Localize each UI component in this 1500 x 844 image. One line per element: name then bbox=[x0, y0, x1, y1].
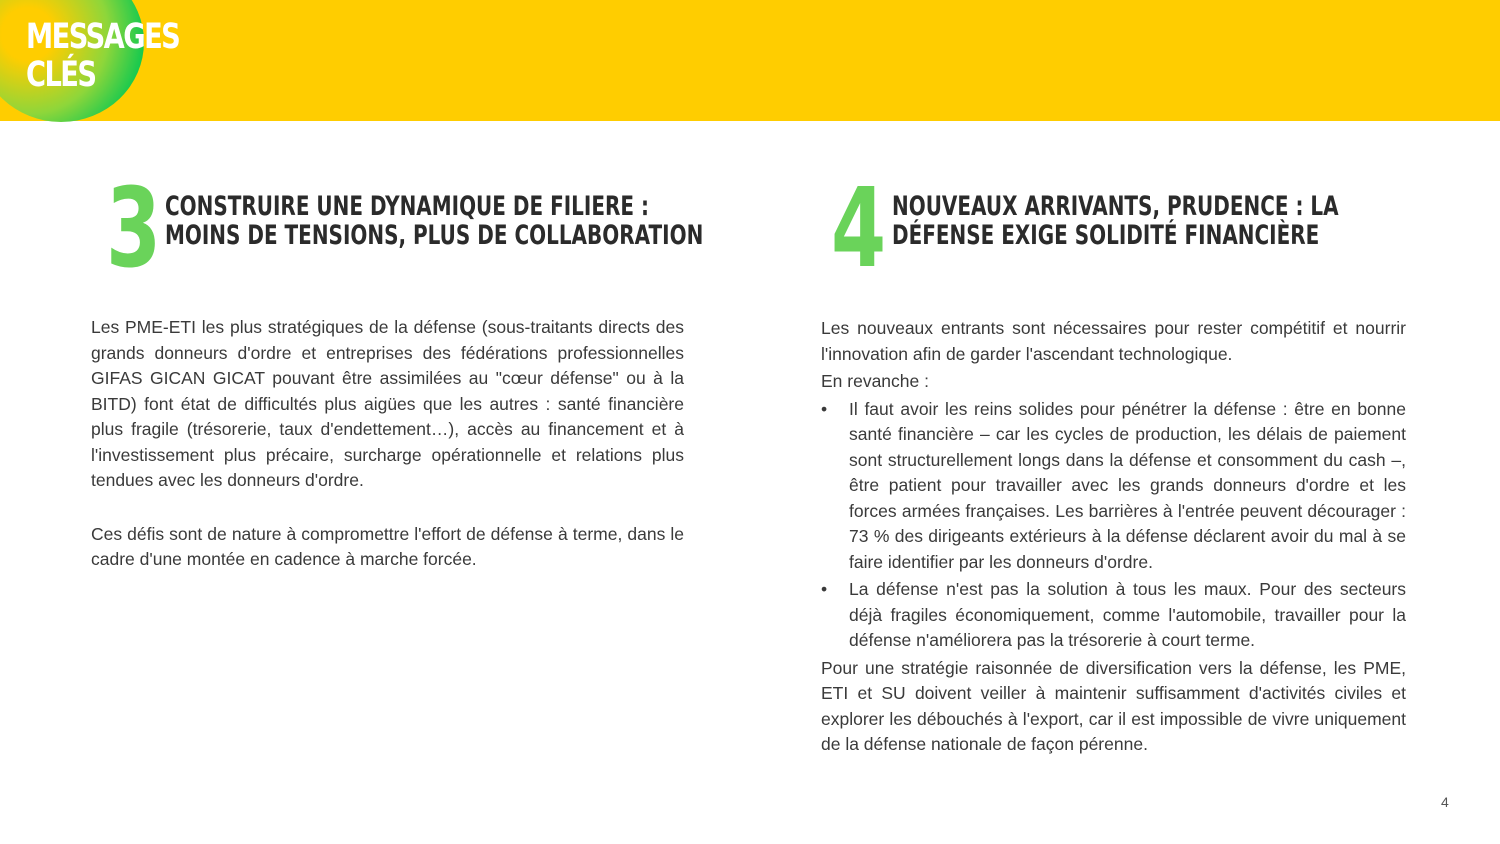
section-3-title-line1: CONSTRUIRE UNE DYNAMIQUE DE FILIERE : bbox=[165, 191, 649, 222]
bullet-icon: • bbox=[821, 398, 828, 419]
list-item bbox=[821, 577, 1406, 654]
section-4-intro: Les nouveaux entrants sont nécessaires pour rester compétitif et nourrir l'innovation afin de garder l'ascendant technologique. bbox=[821, 318, 1406, 364]
section-3-title bbox=[165, 192, 703, 250]
section-4-title bbox=[892, 192, 1339, 250]
section-3-paragraph-1: Les PME-ETI les plus stratégiques de la défense (sous-traitants directs des grands donneurs d'ordre et entreprises des fédérations professionnelles GIFAS GICAN GICAT pouvant être assimilées au "cœur défense" ou à la BITD) font état de difficultés plus aigües que les autres : santé financière plus fragile (trésorerie, taux d'endettement…), accès au financement et à l'investissement plus précaire, surcharge opérationnelle et relations plus tendues avec les donneurs d'ordre. bbox=[91, 317, 684, 490]
section-3-paragraph-2: Ces défis sont de nature à compromettre l'effort de défense à terme, dans le cadre d'une montée en cadence à marche forcée. bbox=[91, 523, 684, 569]
bullet-icon: • bbox=[821, 579, 828, 599]
page-number: 4 bbox=[1441, 794, 1449, 810]
page-title-line1: MESSAGES bbox=[26, 17, 180, 57]
section-number-4: 4 bbox=[831, 164, 887, 292]
section-4-en-revanche: En revanche : bbox=[821, 371, 929, 391]
section-4-title-line1: NOUVEAUX ARRIVANTS, PRUDENCE : LA bbox=[892, 191, 1339, 222]
section-4-bullet-list bbox=[821, 397, 1406, 654]
page-title-line2: CLÉS bbox=[26, 55, 96, 95]
section-3-title-line2: MOINS DE TENSIONS, PLUS DE COLLABORATION bbox=[165, 220, 704, 251]
section-number-3: 3 bbox=[106, 164, 162, 292]
bullet-text-2: La défense n'est pas la solution à tous les maux. Pour des secteurs déjà fragiles économiquement, comme l'automobile, travailler pour la défense n'améliorera pas la trésorerie à court terme. bbox=[849, 579, 1406, 650]
list-item bbox=[821, 397, 1406, 576]
section-4-body bbox=[821, 316, 1406, 758]
section-4-conclusion: Pour une stratégie raisonnée de diversification vers la défense, les PME, ETI et SU doivent veiller à maintenir suffisamment d'activités civiles et explorer les débouchés à l'export, car il est impossible de vivre uniquement de la défense nationale de façon pérenne. bbox=[821, 657, 1406, 754]
header-banner bbox=[0, 0, 1500, 121]
page-title bbox=[26, 18, 229, 94]
bullet-text-1: Il faut avoir les reins solides pour pénétrer la défense : être en bonne santé financière – car les cycles de production, les délais de paiement sont structurellement longs dans la défense et consomment du cash –, être patient pour travailler avec les grands donneurs d'ordre et les forces armées françaises. Les barrières à l'entrée peuvent décourager : 73 % des dirigeants extérieurs à la défense déclarent avoir du mal à se faire identifier par les donneurs d'ordre. bbox=[849, 398, 1406, 572]
section-3-body bbox=[91, 315, 684, 573]
section-4-title-line2: DÉFENSE EXIGE SOLIDITÉ FINANCIÈRE bbox=[892, 220, 1320, 251]
